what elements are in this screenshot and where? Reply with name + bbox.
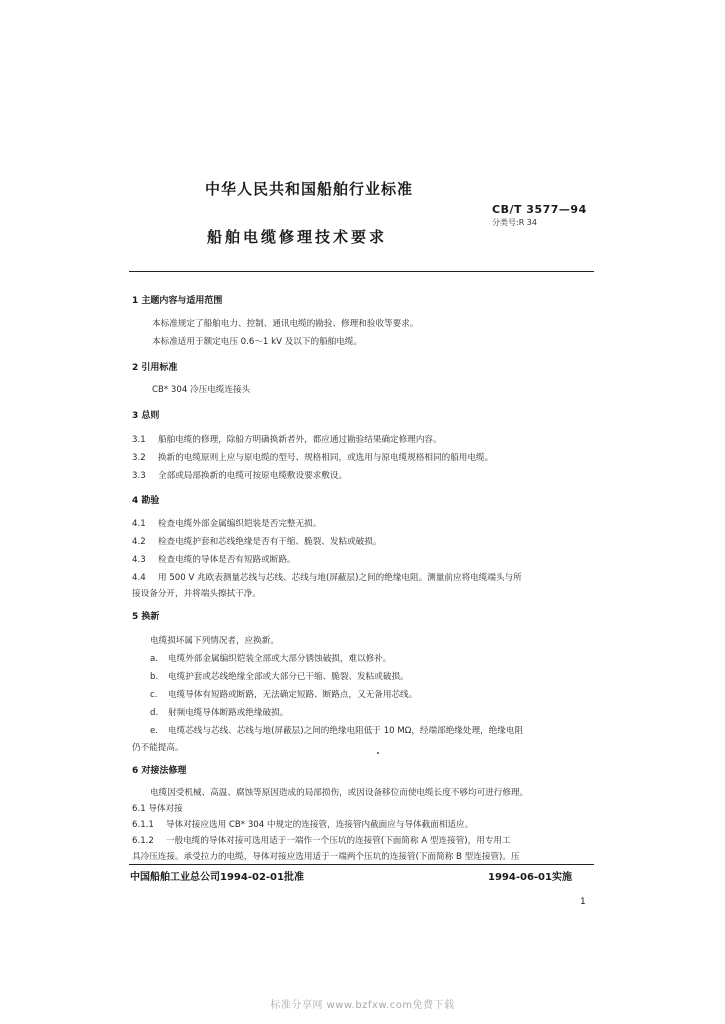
clause-text: 一般电缆的导体对接可选用适于一端作一个压坑的连接管(下面简称 A 型连接管)，用专用工 (166, 836, 511, 846)
section-4-heading: 4 勘验 (132, 496, 160, 506)
clause-4-2 (132, 535, 381, 547)
clause-number: 4.4 (132, 573, 146, 583)
approval-line: 中国船舶工业总公司1994-02-01批准 (130, 872, 304, 883)
clause-4-1 (132, 517, 321, 529)
list-item-b (150, 670, 409, 682)
scan-speck (377, 752, 379, 754)
clause-text: 用 500 V 兆欧表测量芯线与芯线、芯线与地(屏蔽层)之间的绝缘电阻。测量前应将电缆端头与所 (158, 573, 522, 583)
clause-text: 检查电缆护套和芯线绝缘是否有干缩、脆裂、发粘或破损。 (158, 537, 382, 547)
clause-text: 全部或局部换新的电缆可按原电缆敷设要求敷设。 (158, 471, 348, 481)
classification-number: 分类号:R 34 (492, 218, 537, 227)
list-text: 电缆芯线与芯线、芯线与地(屏蔽层)之间的绝缘电阻低于 10 MΩ，经端部绝缘处理，绝缘电阻 (168, 726, 524, 736)
clause-text: 导体对接应选用 CB* 304 中规定的连接管，连接管内截面应与导体截面相适应。 (166, 820, 474, 830)
section-3-heading: 3 总则 (132, 411, 160, 421)
clause-text: 船舶电缆的修理，除船方明确换新者外，都应通过勘验结果确定修理内容。 (158, 435, 442, 445)
list-item-e-cont: 仍不能提高。 (132, 743, 184, 753)
clause-number: 3.3 (132, 471, 146, 481)
section-5-intro: 电缆损坏属下列情况者，应换新。 (150, 636, 279, 646)
clause-3-2 (132, 451, 493, 463)
clause-number: 4.3 (132, 555, 146, 565)
section-1-heading: 1 主题内容与适用范围 (132, 296, 223, 306)
section-6-intro: 电缆因受机械、高温、腐蚀等原因造成的局部损伤，或因设备移位而使电缆长度不够均可进行修理。 (150, 788, 529, 798)
doc-title: 船舶电缆修理技术要求 (207, 228, 388, 246)
list-item-d (150, 706, 288, 718)
subsection-6-1-heading: 6.1 导体对接 (132, 804, 183, 814)
clause-6-1-2 (132, 834, 511, 846)
clause-3-3 (132, 469, 347, 481)
section-5-heading: 5 换新 (132, 612, 160, 622)
list-text: 电缆导体有短路或断路，无法确定短路、断路点，又无备用芯线。 (168, 690, 418, 700)
header-rule (129, 271, 594, 272)
clause-4-4 (132, 571, 522, 583)
watermark: 标准分享网 www.bzfxw.com免费下载 (270, 1000, 455, 1011)
list-label: e. (150, 726, 159, 736)
section-2-p1: CB* 304 冷压电缆连接头 (152, 385, 251, 395)
page-number: 1 (580, 897, 586, 907)
list-item-c (150, 688, 417, 700)
list-text: 电缆护套或芯线绝缘全部或大部分已干缩、脆裂、发粘或破损。 (168, 672, 409, 682)
clause-6-1-1 (132, 818, 473, 830)
implementation-date: 1994-06-01实施 (488, 872, 572, 883)
clause-4-3 (132, 553, 296, 565)
section-6-heading: 6 对接法修理 (132, 766, 187, 776)
list-label: d. (150, 708, 159, 718)
list-label: b. (150, 672, 159, 682)
clause-number: 6.1.1 (132, 820, 154, 830)
list-label: a. (150, 654, 158, 664)
list-text: 电缆外部金属编织铠装全部或大部分锈蚀破损，难以修补。 (168, 654, 392, 664)
section-1-p1: 本标准规定了船舶电力、控制、通讯电缆的勘验、修理和验收等要求。 (152, 319, 419, 329)
clause-text: 换新的电缆原则上应与原电缆的型号、规格相同，或选用与原电缆规格相同的船用电缆。 (158, 453, 494, 463)
clause-number: 6.1.2 (132, 836, 154, 846)
list-label: c. (150, 690, 158, 700)
list-text: 射频电缆导体断路或绝缘破损。 (168, 708, 289, 718)
clause-number: 4.1 (132, 519, 146, 529)
section-2-heading: 2 引用标准 (132, 363, 178, 373)
clause-number: 4.2 (132, 537, 146, 547)
clause-text: 检查电缆的导体是否有短路或断路。 (158, 555, 296, 565)
org-title: 中华人民共和国船舶行业标准 (205, 180, 414, 198)
list-item-a (150, 652, 391, 664)
standard-code: CB/T 3577—94 (492, 203, 587, 216)
clause-text: 检查电缆外部金属编织铠装是否完整无损。 (158, 519, 322, 529)
clause-6-1-2-cont: 具冷压连接。承受拉力的电缆，导体对接应选用适于一端两个压坑的连接管(下面简称 B 型连接管)。压 (132, 852, 520, 862)
section-1-p2: 本标准适用于额定电压 0.6～1 kV 及以下的船舶电缆。 (152, 337, 363, 347)
footer-rule (129, 864, 594, 865)
clause-number: 3.2 (132, 453, 146, 463)
clause-3-1 (132, 433, 442, 445)
clause-4-4-cont: 接设备分开，并将端头擦拭干净。 (132, 589, 261, 599)
list-item-e (150, 724, 523, 736)
clause-number: 3.1 (132, 435, 146, 445)
